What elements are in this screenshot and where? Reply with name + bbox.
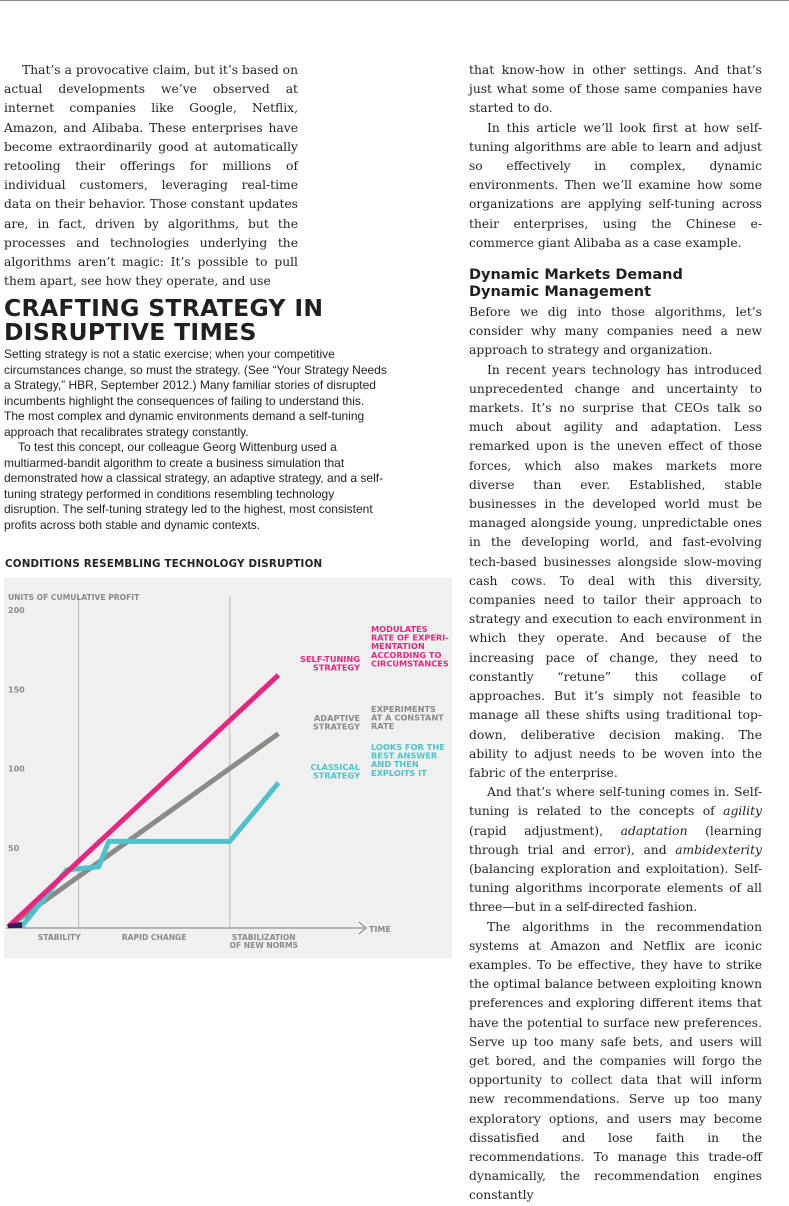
top-rule bbox=[0, 0, 789, 1]
chart-panel bbox=[4, 578, 452, 958]
section-heading-line1: Dynamic Markets Demand bbox=[469, 267, 683, 284]
series-annotation: MENTATION bbox=[371, 641, 425, 652]
emphasis-ambidexterity: ambidexterity bbox=[675, 842, 762, 857]
series-label: SELF-TUNING bbox=[300, 654, 360, 664]
recommendation-paragraph: The algorithms in the recommendation systems at Amazon and Netflix are iconic examples. To be effective, they have to strike the optimal balance between exploiting known preferences and exploring different items that have the potential to surface new preferences. Serve up too many safe bets, and users will get bored, and the companies will forgo the opportunity to collect data that will inform new recommendations. Serve up too many exploratory options, and users may become dissatisfied and lose faith in the recommendations. To manage this trade-off dynamically, the recommendation engines constantly bbox=[469, 919, 762, 1203]
y-tick-label: 50 bbox=[8, 843, 20, 853]
left-column bbox=[4, 61, 298, 291]
series-annotation: CIRCUMSTANCES bbox=[371, 658, 449, 669]
text-run: (learning through trial and error), and bbox=[469, 823, 762, 857]
chart-title: CONDITIONS RESEMBLING TECHNOLOGY DISRUPTION bbox=[5, 558, 323, 570]
series-line-self-tuning-strategy bbox=[8, 675, 278, 927]
feature-paragraph-1: Setting strategy is not a static exercise; when your competitive circumstances change, so must the strategy. (See “Your Strategy Needs a Strategy,” HBR, September 2012.) Many familiar stories of disrupted incumbents highlight the consequences of failing to understand this. The most complex and dynamic environments demand a self-tuning approach that recalibrates strategy constantly. bbox=[4, 347, 387, 439]
text-run: And that’s where self-tuning comes in. Self-tuning is related to the concepts of bbox=[469, 785, 762, 819]
series-annotation: AND THEN bbox=[371, 759, 419, 770]
body-paragraph-1: Before we dig into those algorithms, let’s consider why many companies need a new approach to strategy and organization. bbox=[469, 305, 762, 358]
emphasis-agility: agility bbox=[723, 804, 762, 819]
y-tick-label: 150 bbox=[8, 685, 25, 695]
x-phase-label: STABILITY bbox=[37, 933, 81, 942]
y-tick-label: 200 bbox=[8, 606, 25, 615]
series-annotation: AT A CONSTANT bbox=[371, 712, 444, 723]
left-paragraph: That’s a provocative claim, but it’s based on actual developments we’ve observed at internet companies like Google, Netflix, Amazon, and Alibaba. These enterprises have become extraordinarily good at automatically retooling their offerings for millions of individual customers, leveraging real-time data on their behavior. Those constant updates are, in fact, driven by algorithms, but the processes and technologies underlying the algorithms aren’t magic: It’s possible to pull them apart, see how they operate, and use bbox=[4, 63, 298, 289]
section-heading bbox=[469, 267, 762, 301]
series-label: CLASSICAL bbox=[310, 762, 360, 772]
body-paragraph-2: In recent years technology has introduced unprecedented change and uncertainty to markets. It’s no surprise that CEOs talk so much about agility and adaptation. Less remarked upon is the uneven effect of those forces, which also makes markets more diverse than ever. Established, stable businesses in the developed world must be managed alongside young, unpredictable ones in the developing world, and fast-evolving tech-based businesses alongside slow-moving cash cows. To deal with this diversity, companies need to tailor their approach to strategy and execution to each environment in which they operate. And because of the increasing pace of change, they need to constantly “retune” this collage of approaches. But it’s simply not feasible to manage all these shifts using traditional top-down, deliberative decision making. The ability to adjust needs to be woven into the fabric of the enterprise. bbox=[469, 362, 762, 780]
x-phase-label: RAPID CHANGE bbox=[121, 933, 187, 942]
series-annotation: BEST ANSWER bbox=[371, 750, 438, 761]
self-tuning-paragraph bbox=[469, 783, 762, 917]
series-line-classical-strategy bbox=[21, 783, 278, 927]
series-annotation: ACCORDING TO bbox=[371, 649, 442, 660]
section-heading-line2: Dynamic Management bbox=[469, 284, 652, 301]
x-phase-label: STABILIZATION bbox=[231, 933, 296, 942]
series-label: STRATEGY bbox=[312, 770, 360, 781]
series-annotation: EXPLOITS IT bbox=[371, 767, 427, 778]
intro-continuation: that know-how in other settings. And that’s just what some of those same companies have started to do. bbox=[469, 63, 762, 116]
series-annotation: LOOKS FOR THE bbox=[371, 742, 445, 752]
text-run: (rapid adjustment), bbox=[469, 823, 621, 838]
feature-paragraph-2: To test this concept, our colleague Georg Wittenburg used a multiarmed-bandit algorithm to create a business simulation that demonstrated how a classical strategy, an adaptive strategy, and a self-tuning strategy performed in conditions resembling technology disruption. The self-tuning strategy led to the highest, most consistent profits across both stable and dynamic contexts. bbox=[4, 440, 384, 532]
series-annotation: RATE OF EXPERI- bbox=[371, 632, 449, 643]
series-annotation: MODULATES bbox=[371, 624, 428, 634]
x-axis-label: TIME bbox=[369, 925, 391, 934]
series-annotation: RATE bbox=[371, 721, 395, 732]
feature-title bbox=[4, 296, 404, 344]
right-column bbox=[469, 61, 762, 1206]
feature-title-line1: CRAFTING STRATEGY IN bbox=[4, 294, 324, 322]
line-chart bbox=[4, 578, 452, 958]
emphasis-adaptation: adaptation bbox=[620, 823, 688, 838]
text-run: (balancing exploration and exploitation). Self-tuning algorithms incorporate elements of all three—but in a self-directed fashion. bbox=[469, 861, 762, 915]
x-phase-label: OF NEW NORMS bbox=[229, 941, 299, 950]
feature-title-line2: DISRUPTIVE TIMES bbox=[4, 318, 257, 346]
y-axis-label: UNITS OF CUMULATIVE PROFIT bbox=[8, 593, 140, 602]
y-tick-label: 100 bbox=[8, 764, 25, 774]
series-label: ADAPTIVE bbox=[313, 713, 360, 723]
series-label: STRATEGY bbox=[312, 721, 360, 732]
series-label: STRATEGY bbox=[312, 662, 360, 673]
series-annotation: EXPERIMENTS bbox=[371, 704, 436, 714]
feature-text bbox=[4, 347, 388, 533]
intro-paragraph: In this article we’ll look first at how self-tuning algorithms are able to learn and adjust so effectively in complex, dynamic environments. Then we’ll examine how some organizations are applying self-tuning across their enterprises, using the Chinese e-commerce giant Alibaba as a case example. bbox=[469, 120, 762, 250]
